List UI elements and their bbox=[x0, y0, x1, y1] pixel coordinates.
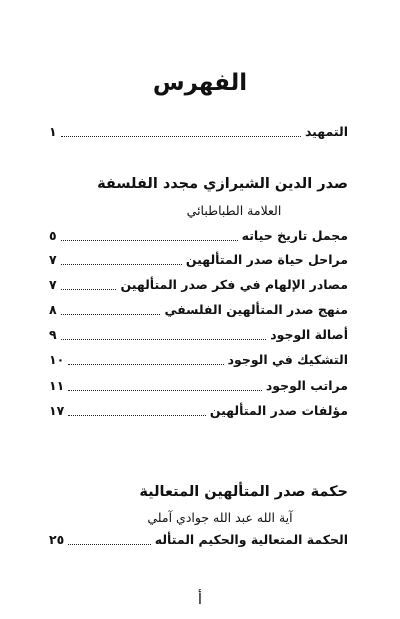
toc-entry-page: ١٠ bbox=[49, 352, 65, 367]
toc-entry-intro[interactable] bbox=[49, 122, 348, 142]
toc-entry[interactable] bbox=[49, 350, 348, 370]
section-author: آية الله عبد الله جوادي آملي bbox=[147, 510, 293, 525]
toc-entry-label: مصادر الإلهام في فكر صدر المتألهين bbox=[120, 277, 348, 292]
toc-entry-page: ٨ bbox=[49, 302, 57, 317]
toc-entry-label: التمهيد bbox=[304, 124, 348, 139]
section-heading: حكمة صدر المتألهين المتعالية bbox=[139, 484, 348, 500]
toc-entry[interactable] bbox=[49, 275, 348, 295]
toc-entry[interactable] bbox=[49, 530, 348, 550]
section-heading: صدر الدين الشيرازي مجدد الفلسفة bbox=[97, 176, 348, 192]
section-author: العلامة الطباطبائي bbox=[186, 203, 282, 218]
toc-entry-page: ٧ bbox=[49, 252, 57, 267]
toc-entry-label: أصالة الوجود bbox=[270, 327, 348, 342]
toc-entry-page: ١ bbox=[49, 124, 57, 139]
toc-entry-label: مراحل حياة صدر المتألهين bbox=[185, 252, 348, 267]
toc-entry-page: ١١ bbox=[49, 378, 65, 393]
toc-entry[interactable] bbox=[49, 376, 348, 396]
dot-leader bbox=[61, 314, 161, 315]
dot-leader bbox=[68, 390, 262, 391]
toc-entry-label: منهج صدر المتألهين الفلسفي bbox=[164, 302, 348, 317]
toc-entry[interactable] bbox=[49, 300, 348, 320]
toc-entry-label: مؤلفات صدر المتألهين bbox=[209, 403, 348, 418]
page-title: الفهرس bbox=[152, 70, 248, 96]
dot-leader bbox=[61, 136, 301, 137]
dot-leader bbox=[68, 544, 151, 545]
toc-entry-label: مراتب الوجود bbox=[265, 378, 348, 393]
toc-entry-page: ١٧ bbox=[49, 403, 65, 418]
dot-leader bbox=[68, 415, 206, 416]
toc-entry[interactable] bbox=[49, 325, 348, 345]
toc-entry-label: مجمل تاريخ حياته bbox=[241, 228, 348, 243]
toc-entry-label: التشكيك في الوجود bbox=[227, 352, 348, 367]
dot-leader bbox=[61, 289, 117, 290]
dot-leader bbox=[61, 264, 182, 265]
toc-entry-page: ٢٥ bbox=[49, 532, 65, 547]
toc-entry[interactable] bbox=[49, 401, 348, 421]
toc-entry-page: ٩ bbox=[49, 327, 57, 342]
toc-entry-page: ٥ bbox=[49, 228, 57, 243]
toc-entry[interactable] bbox=[49, 250, 348, 270]
toc-entry-page: ٧ bbox=[49, 277, 57, 292]
dot-leader bbox=[68, 364, 223, 365]
toc-entry-label: الحكمة المتعالية والحكيم المتأله bbox=[154, 532, 348, 547]
toc-entry[interactable] bbox=[49, 226, 348, 246]
page-number-marker: أ bbox=[197, 590, 203, 608]
dot-leader bbox=[61, 240, 238, 241]
dot-leader bbox=[61, 339, 267, 340]
